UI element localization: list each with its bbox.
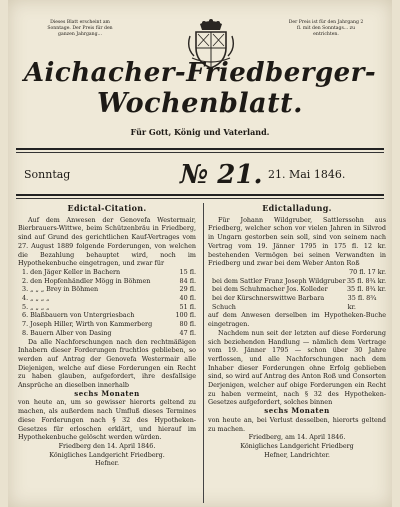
left-term: sechs Monaten (74, 388, 140, 398)
newspaper-title-line1: Aichacher-Friedberger- (23, 58, 377, 88)
right-note: auf dem Anwesen derselben im Hypotheken-Buche eingetragen. (208, 311, 386, 329)
list-item: bei dem Sattler Franz Joseph Wildgruber 35 fl. 8¾ kr. (212, 276, 386, 285)
issue-number: № 21. (180, 160, 263, 190)
issue-day: Sonntag (24, 168, 71, 181)
motto: Für Gott, König und Vaterland. (130, 127, 270, 137)
left-signer: Hefner. (94, 459, 119, 468)
list-item: 8. Bauern Alber von Dasing 47 fl. (22, 328, 196, 337)
right-place-date: Friedberg, am 14. April 1846. (248, 433, 346, 442)
right-body2: von heute an, bei Verlust desselben, hierorts geltend zu machen. (208, 415, 386, 433)
list-item: 3. „ „ „ Brey in Böhmen 29 fl. (22, 285, 196, 294)
masthead-rule (16, 148, 384, 150)
right-heading: Edictalladung. (262, 203, 332, 213)
right-signer: Hefner, Landrichter. (264, 450, 330, 459)
issue-rule-thin (16, 198, 384, 199)
list-item: 1. den Jäger Keller in Bachern 15 fl. (22, 267, 196, 276)
right-court: Königliches Landgericht Friedberg (240, 441, 354, 450)
list-item: 6. Blaßbauern von Untergriesbach 100 fl. (22, 311, 196, 320)
left-intro: Auf dem Anwesen der Genovefa Westermair, Bierbrauers-Wittwe, beim Schützenbräu in Friedberg, sind auf Grund des gerichtlichen Kauf-Vertrages vom 27. August 1889 folgende Forderungen, von welchen die Bezahlung behauptet wird, noch im Hypothekenbuche eingetragen, und zwar für (18, 215, 196, 268)
left-place-date: Friedberg den 14. April 1846. (58, 441, 156, 450)
list-item: 5. „ „ „ „ 51 fl. (22, 302, 196, 311)
newspaper-title-line2: Wochenblatt. (97, 88, 303, 119)
column-divider (203, 203, 204, 503)
left-item-list (18, 268, 196, 338)
left-heading: Edictal-Citation. (67, 203, 147, 213)
masthead-note-right: Der Preis ist für den Jahrgang 2 fl. mit den Sonntags... zu entrichten. (288, 20, 364, 37)
right-body: Nachdem nun seit der letzten auf diese Forderung sich beziehenden Handlung — nämlich dem Vertrage vom 19. Jänner 1795 — schon über 30 Jahre verflossen, und alle Nachforschungen nach dem Inhaber dieser Forderungen ohne Erfolg geblieben sind, so wird auf Antrag des Anton Roß und Consorten Derjenigen, welcher auf obige Forderungen ein Recht zu haben vermeint, nach § 32 des Hypotheken-Gesetzes aufgefordert, solches binnen (208, 328, 386, 407)
masthead-rule-thin (16, 152, 384, 153)
list-item: 70 fl. 17 kr. (349, 267, 386, 276)
list-item: 7. Joseph Hiller, Wirth von Kammerberg 80 fl. (22, 320, 196, 329)
left-court: Königliches Landgericht Friedberg. (49, 450, 165, 459)
list-item: bei dem Schuhmacher Jos. Kolleder 35 fl. 8¾ kr. (212, 285, 386, 294)
list-item: 2. den Hopfenhändler Mögg in Böhmen 84 fl. (22, 276, 196, 285)
list-item: 4. „ „ „ „ 40 fl. (22, 294, 196, 303)
issue-date: 21. Mai 1846. (268, 168, 346, 181)
right-term: sechs Monaten (264, 406, 330, 416)
left-body2: von heute an, um so gewisser hierorts geltend zu machen, als außerdem nach Umfluß dieses Termines diese Forderungen nach § 32 des Hypotheken-Gesetzes für erloschen erklärt, und hierauf im Hypothekenbuche gelöscht werden würden. (18, 398, 196, 442)
right-item-list (208, 268, 386, 312)
masthead-note-left: Dieses Blatt erscheint am Sonntage. Der Preis für den ganzen Jahrgang... (47, 20, 113, 37)
left-column (18, 204, 196, 468)
left-body: Da alle Nachforschungen nach den rechtmäßigen Inhabern dieser Forderungen fruchtlos geblieben, so werden auf Antrag der Genovefa Westermair alle Diejenigen, welche auf diese Forderungen ein Recht zu haben glauben, aufgefordert, ihre desfallsige Ansprüche an dieselben innerhalb (18, 337, 196, 390)
issue-rule (16, 194, 384, 196)
right-intro: Für Johann Wildgruber, Sattlerssohn aus Friedberg, welcher schon vor vielen Jahren in Silvrod in Ungarn gestorben sein soll, sind von seinem nach Vertrag vom 19. Jänner 1795 in 175 fl. 12 kr. bestehenden Vermögen bei seinen Verwandten in Friedberg und zwar bei dem Weber Anton Roß (208, 215, 386, 268)
list-item: bei der Kürschnerswittwe Barbara Schuch 35 fl. 8¾ kr. (212, 294, 377, 311)
right-column (208, 204, 386, 459)
newspaper-page (8, 0, 392, 507)
